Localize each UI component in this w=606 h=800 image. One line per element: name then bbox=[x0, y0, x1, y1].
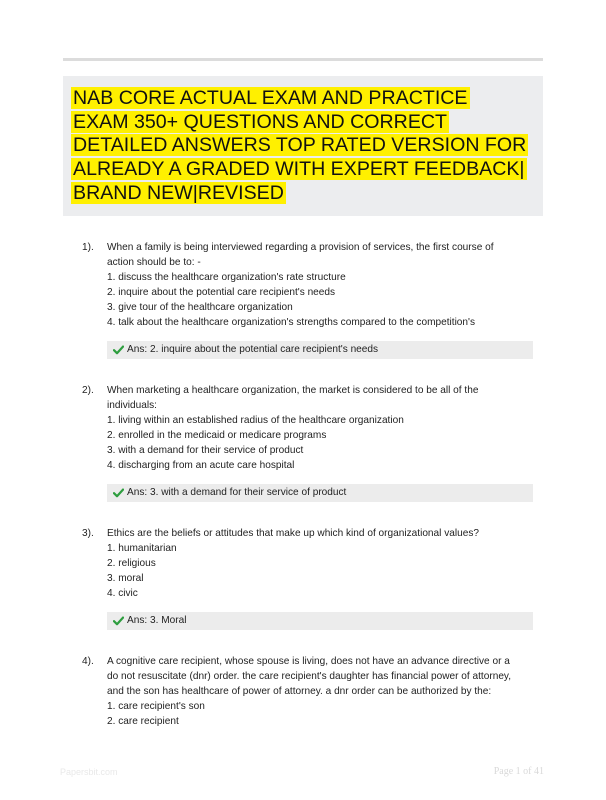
page-number: Page 1 of 41 bbox=[493, 766, 544, 777]
question-line: individuals: bbox=[107, 400, 157, 411]
answer-text: Ans: 3. Moral bbox=[127, 615, 187, 626]
option-line: 3. give tour of the healthcare organization bbox=[107, 302, 293, 313]
document-title bbox=[71, 87, 539, 206]
question-line: do not resuscitate (dnr) order. the care recipient's daughter has financial power of attorney, bbox=[107, 671, 512, 682]
title-line: NAB CORE ACTUAL EXAM AND PRACTICE bbox=[73, 87, 468, 109]
checkmark-icon bbox=[113, 616, 124, 626]
question-line: action should be to: - bbox=[107, 257, 201, 268]
answer-box bbox=[107, 484, 533, 502]
question-line: A cognitive care recipient, whose spouse is living, does not have an advance directive or a bbox=[107, 656, 510, 667]
checkmark-icon bbox=[113, 345, 124, 355]
option-line: 1. humanitarian bbox=[107, 543, 177, 554]
option-line: 1. living within an established radius of the healthcare organization bbox=[107, 415, 404, 426]
option-line: 3. moral bbox=[107, 573, 144, 584]
option-line: 4. talk about the healthcare organization's strengths compared to the competition's bbox=[107, 317, 476, 328]
answer-box bbox=[107, 612, 533, 630]
question-line: Ethics are the beliefs or attitudes that make up which kind of organizational values? bbox=[107, 528, 480, 539]
question-line: and the son has healthcare of power of attorney. a dnr order can be authorized by the: bbox=[107, 686, 492, 697]
option-line: 2. inquire about the potential care recipient's needs bbox=[107, 287, 336, 298]
checkmark-icon bbox=[113, 488, 124, 498]
option-line: 2. enrolled in the medicaid or medicare programs bbox=[107, 430, 327, 441]
option-line: 2. care recipient bbox=[107, 716, 179, 727]
top-divider bbox=[63, 58, 543, 61]
option-line: 2. religious bbox=[107, 558, 156, 569]
question-text bbox=[107, 654, 537, 729]
question-number: 1). bbox=[82, 242, 94, 253]
answer-box bbox=[107, 341, 533, 359]
title-line: ALREADY A GRADED WITH EXPERT FEEDBACK| bbox=[73, 158, 525, 181]
title-line: DETAILED ANSWERS TOP RATED VERSION FOR bbox=[73, 134, 527, 157]
title-line: BRAND NEW|REVISED bbox=[73, 181, 284, 204]
question-line: When a family is being interviewed regarding a provision of services, the first course of bbox=[107, 242, 494, 253]
option-line: 3. with a demand for their service of product bbox=[107, 445, 304, 456]
question-text bbox=[107, 383, 537, 473]
answer-text: Ans: 3. with a demand for their service of product bbox=[127, 487, 347, 498]
footer-watermark: Papersbit.com bbox=[60, 767, 118, 777]
question-line: When marketing a healthcare organization, the market is considered to be all of the bbox=[107, 385, 479, 396]
answer-text: Ans: 2. inquire about the potential care recipient's needs bbox=[127, 344, 379, 355]
option-line: 1. discuss the healthcare organization's rate structure bbox=[107, 272, 346, 283]
title-box bbox=[63, 76, 543, 216]
question-number: 3). bbox=[82, 528, 94, 539]
option-line: 1. care recipient's son bbox=[107, 701, 205, 712]
option-line: 4. civic bbox=[107, 588, 138, 599]
question-text bbox=[107, 240, 537, 330]
question-number: 4). bbox=[82, 656, 94, 667]
question-text bbox=[107, 526, 537, 601]
title-line: EXAM 350+ QUESTIONS AND CORRECT bbox=[73, 110, 448, 133]
question-number: 2). bbox=[82, 385, 94, 396]
option-line: 4. discharging from an acute care hospital bbox=[107, 460, 295, 471]
